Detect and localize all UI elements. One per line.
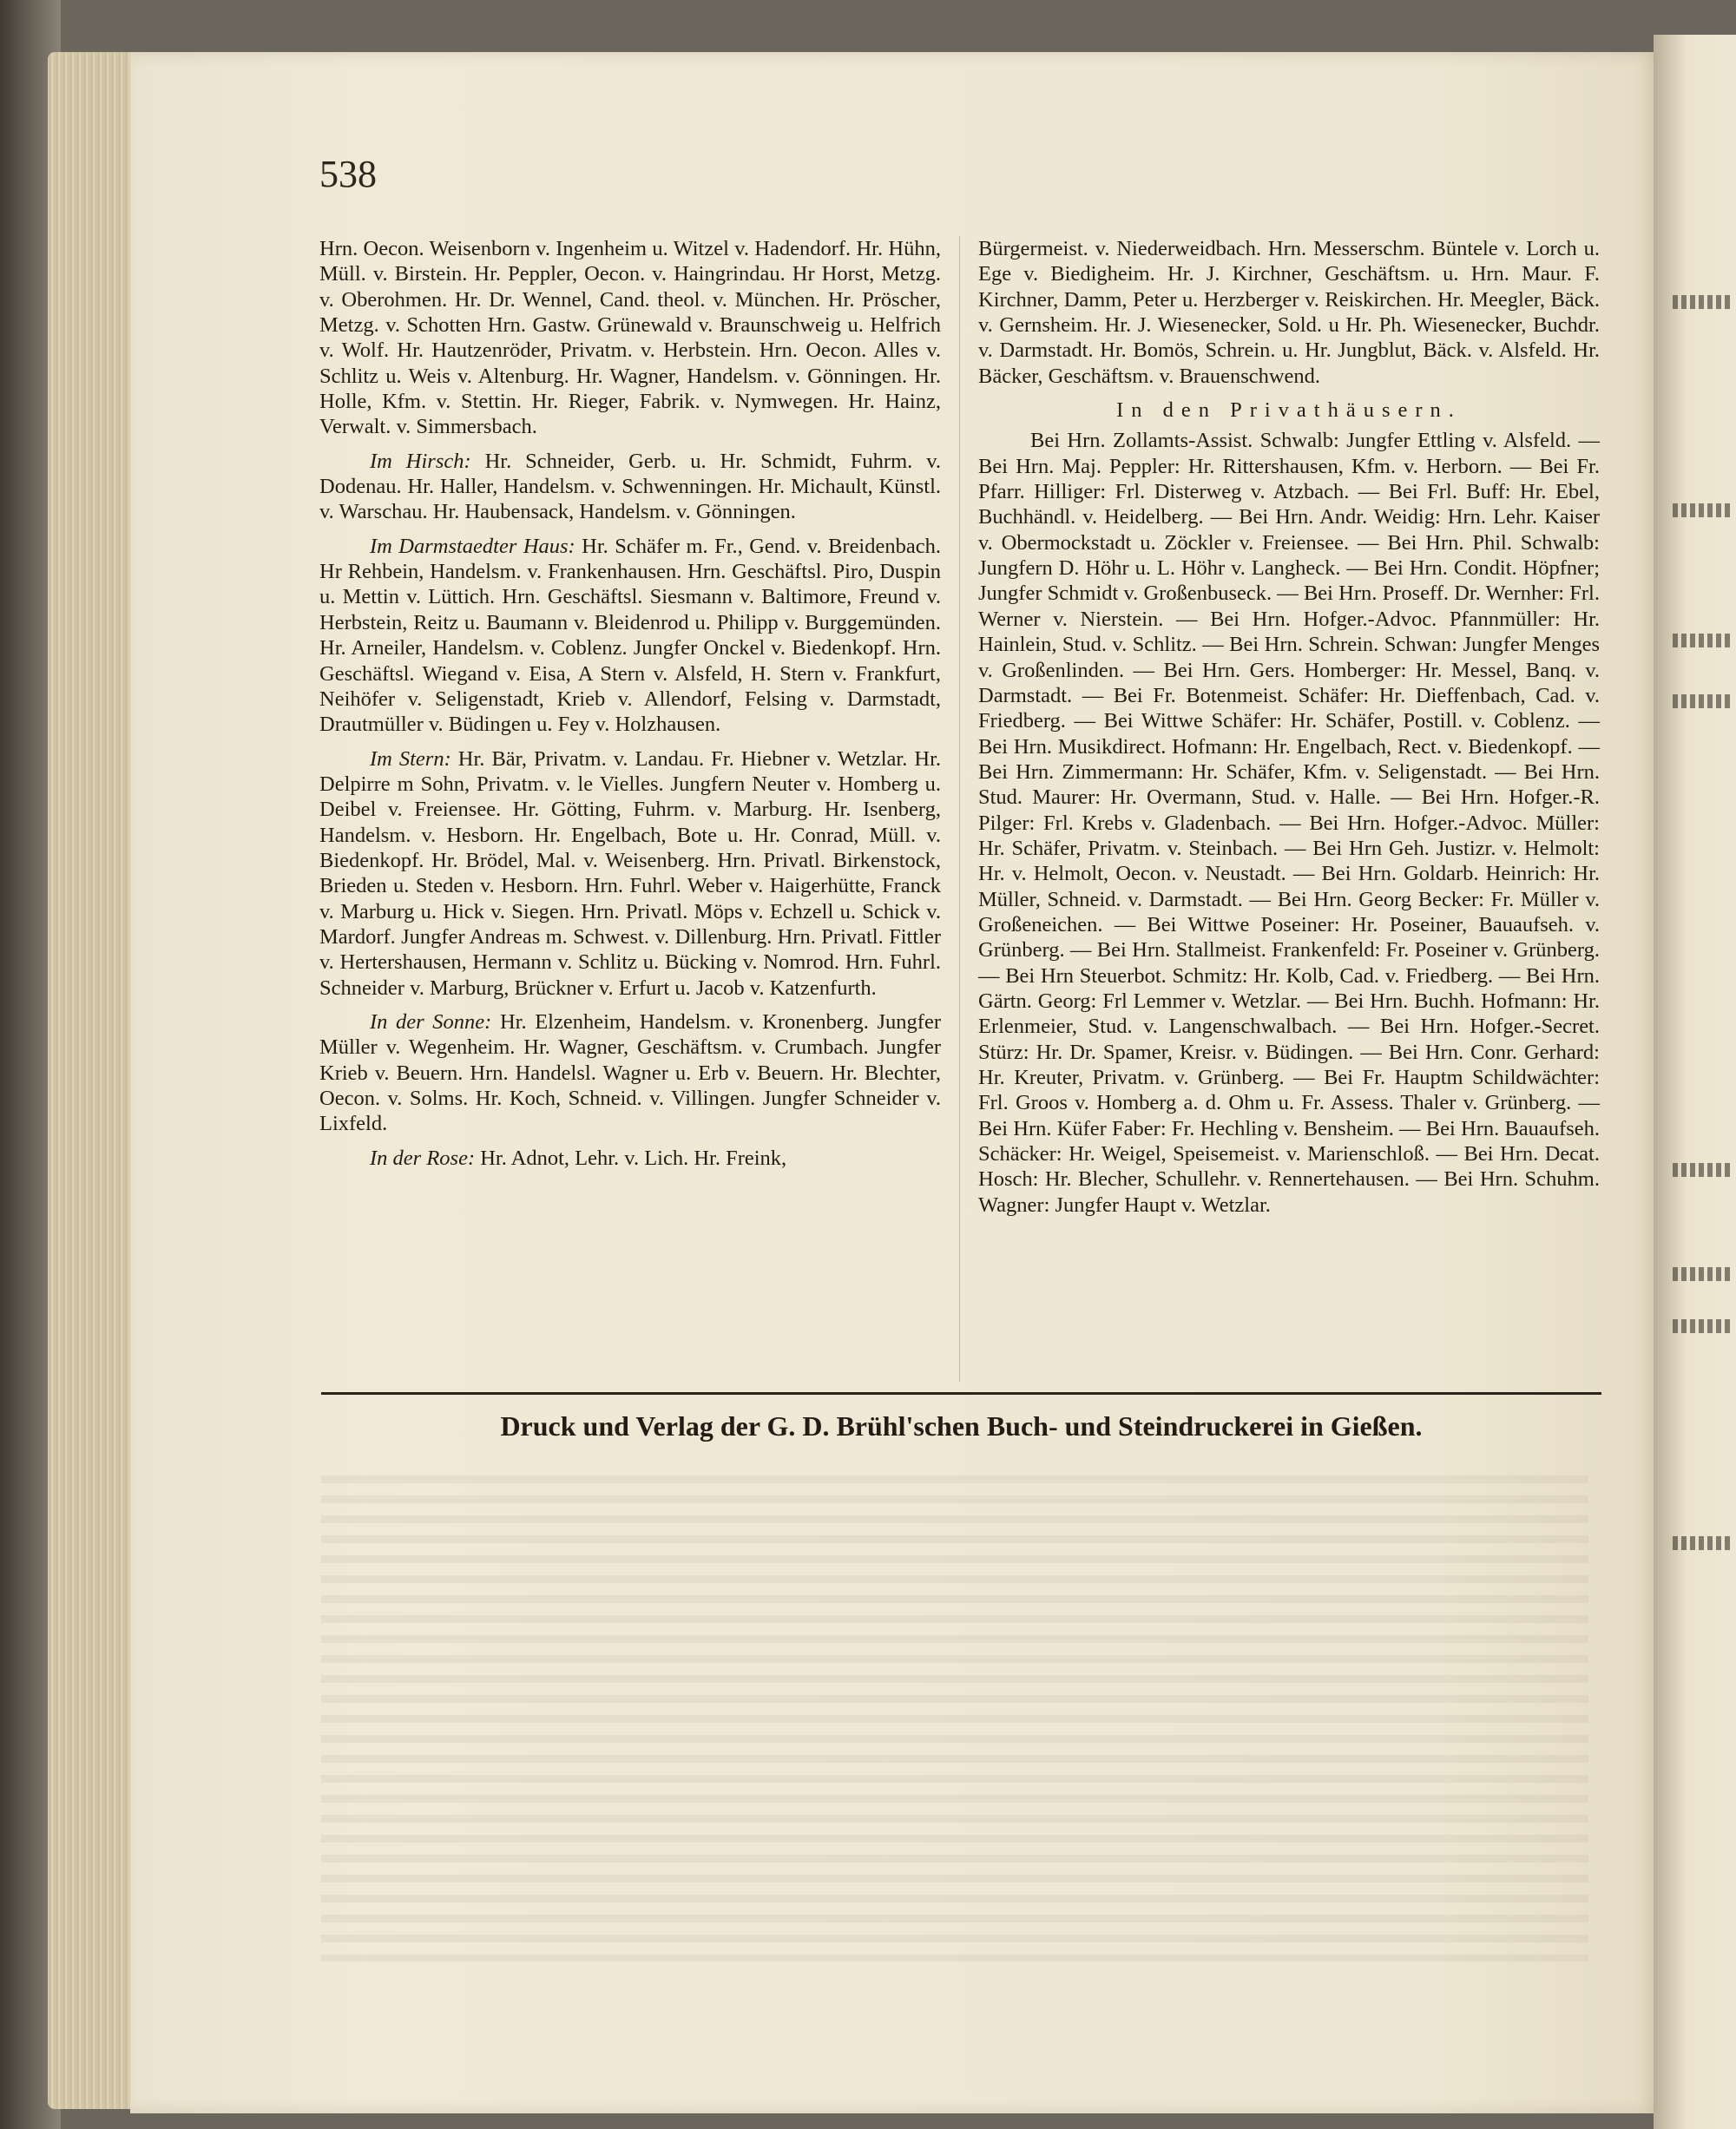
facing-page-fragment	[1673, 694, 1733, 708]
list-item	[319, 449, 941, 525]
section-lead: Im Stern:	[370, 746, 451, 771]
right-column	[978, 236, 1600, 1226]
column-divider	[959, 236, 960, 1382]
page-number: 538	[319, 153, 377, 195]
entry-text: Hr. Schäfer m. Fr., Gend. v. Breidenbach. Hr Rehbein, Handelsm. v. Frankenhausen. Hrn. Geschäftsl. Piro, Duspin u. Mettin v. Lüttich. Hrn. Geschäftsl. Siesmann v. Baltimore, Freund v. Herbstein, Reitz u. Baumann v. Bleidenrod u. Philipp v. Burggemünden. Hr. Arneiler, Handelsm. v. Coblenz. Jungfer Onckel v. Biedenkopf. Hrn. Geschäftsl. Wiegand v. Eisa, A Stern v. Alsfeld, H. Stern v. Frankfurt, Neihöfer v. Seligenstadt, Krieb v. Allendorf, Felsing v. Darmstadt, Drautmüller v. Büdingen u. Fey v. Holzhausen.	[319, 534, 941, 737]
left-column	[319, 236, 941, 1179]
entry-text: Hrn. Oecon. Weisenborn v. Ingenheim u. Witzel v. Hadendorf. Hr. Hühn, Müll. v. Birstein. Hr. Peppler, Oecon. v. Haingrindau. Hr Horst, Metzg. v. Oberohmen. Hr. Dr. Wennel, Cand. theol. v. München. Hr. Pröscher, Metzg. v. Schotten Hrn. Gastw. Grünewald v. Braunschweig u. Helfrich v. Wolf. Hr. Hautzenröder, Privatm. v. Herbstein. Hrn. Oecon. Alles v. Schlitz u. Weis v. Altenburg. Hr. Wagner, Handelsm. v. Gönningen. Hr. Holle, Kfm. v. Stettin. Hr. Rieger, Fabrik. v. Nymwegen. Hr. Hainz, Verwalt. v. Simmersbach.	[319, 237, 941, 439]
entry-text: Hr. Bär, Privatm. v. Landau. Fr. Hiebner v. Wetzlar. Hr. Delpirre m Sohn, Privatm. v. le Vielles. Jungfern Neuter v. Homberg u. Deibel v. Freiensee. Hr. Götting, Fuhrm. v. Marburg. Hr. Isenberg, Handelsm. v. Hesborn. Hr. Engelbach, Bote u. Hr. Conrad, Müll. v. Biedenkopf. Hr. Brödel, Mal. v. Weisenberg. Hrn. Privatl. Birkenstock, Brieden u. Steden v. Hesborn. Hrn. Fuhrl. Weber v. Haigerhütte, Franck v. Marburg u. Hick v. Siegen. Hrn. Privatl. Möps v. Echzell u. Schick v. Mardorf. Jungfer Andreas m. Schwest. v. Dillenburg. Hrn. Privatl. Fittler v. Hertershausen, Hermann v. Schlitz u. Bücking v. Nomrod. Hrn. Fuhrl. Schneider v. Marburg, Brückner v. Erfurt u. Jacob v. Katzenfurth.	[319, 746, 942, 1000]
section-lead: Im Darmstaedter Haus:	[370, 534, 575, 558]
facing-page-fragment	[1673, 295, 1733, 309]
section-heading: In den Privathäusern.	[1116, 398, 1462, 423]
facing-page-fragment	[1673, 503, 1733, 517]
list-item	[319, 1146, 941, 1171]
list-item	[319, 236, 941, 440]
list-item	[319, 1009, 941, 1137]
list-item: Bürgermeist. v. Niederweidbach. Hrn. Messerschm. Büntele v. Lorch u. Ege v. Biedigheim. Hr. J. Kirchner, Geschäftsm. u. Hrn. Maur. F. Kirchner, Damm, Peter u. Herzberger v. Reiskirchen. Hr. Meegler, Bäck. v. Gernsheim. Hr. J. Wiesenecker, Sold. u Hr. Ph. Wiesenecker, Buchdr. v. Darmstadt. Hr. Bomös, Schrein. u. Hr. Jungblut, Bäck. v. Alsfeld. Hr. Bäcker, Geschäftsm. v. Brauenschwend.	[978, 237, 1600, 388]
section-lead: In der Rose:	[370, 1146, 476, 1170]
list-item	[319, 746, 941, 1001]
facing-page-fragment	[1673, 1163, 1733, 1177]
section-lead: In der Sonne:	[370, 1009, 492, 1034]
section-lead: Im Hirsch:	[370, 449, 471, 473]
bleed-through-text	[321, 1475, 1588, 1961]
printer-imprint: Druck und Verlag der G. D. Brühl'schen Buch- und Steindruckerei in Gießen.	[500, 1410, 1423, 1442]
entry-text: Hr. Adnot, Lehr. v. Lich. Hr. Freink,	[480, 1146, 787, 1170]
list-item: Bei Hrn. Zollamts-Assist. Schwalb: Jungfer Ettling v. Alsfeld. — Bei Hrn. Maj. Peppler: Hr. Rittershausen, Kfm. v. Herborn. — Bei Fr. Pfarr. Hilliger: Frl. Disterweg v. Atzbach. — Bei Frl. Buff: Hr. Ebel, Buchhändl. v. Heidelberg. — Bei Hrn. Andr. Weidig: Hrn. Lehr. Kaiser v. Obermockstadt u. Zöckler v. Freiensee. — Bei Hrn. Phil. Schwalb: Jungfern D. Höhr u. L. Höhr v. Langheck. — Bei Hrn. Condit. Höpfner; Jungfer Schmidt v. Großenbuseck. — Bei Hrn. Proseff. Dr. Wernher: Frl. Werner v. Nierstein. — Bei Hrn. Hofger.-Advoc. Pfannmüller: Hr. Hainlein, Stud. v. Schlitz. — Bei Hrn. Schrein. Schwan: Jungfer Menges v. Großenlinden. — Bei Hrn. Gers. Homberger: Hr. Messel, Banq. v. Darmstadt. — Bei Fr. Botenmeist. Schäfer: Hr. Dieffenbach, Cad. v. Friedberg. — Bei Wittwe Schäfer: Hr. Schäfer, Postill. v. Coblenz. — Bei Hrn. Musikdirect. Hofmann: Hr. Engelbach, Rect. v. Biedenkopf. — Bei Hrn. Zimmermann: Hr. Schäfer, Kfm. v. Seligenstadt. — Bei Hrn. Stud. Maurer: Hr. Overmann, Stud. v. Halle. — Bei Hrn. Hofger.-R. Pilger: Frl. Krebs v. Gladenbach. — Bei Hrn. Hofger.-Advoc. Müller: Hr. Schäfer, Privatm. v. Steinbach. — Bei Hrn Geh. Justizr. v. Helmolt: Hr. v. Helmolt, Oecon. v. Neustadt. — Bei Hrn. Goldarb. Heinrich: Hr. Müller, Schneid. v. Darmstadt. — Bei Hrn. Georg Becker: Fr. Müller v. Großeneichen. — Bei Wittwe Poseiner: Hr. Poseiner, Bauaufseh. v. Grünberg. — Bei Hrn. Stallmeist. Frankenfeld: Fr. Poseiner v. Grünberg. — Bei Hrn Steuerbot. Schmitz: Hr. Kolb, Cad. v. Friedberg. — Bei Hrn. Gärtn. Georg: Frl Lemmer v. Wetzlar. — Bei Hrn. Buchh. Hofmann: Hr. Erlenmeier, Stud. v. Langenschwalbach. — Bei Hrn. Hofger.-Secret. Stürz: Hr. Dr. Spamer, Kreisr. v. Büdingen. — Bei Hrn. Conr. Gerhard: Hr. Kreuter, Privatm. v. Grünberg. — Bei Fr. Hauptm Schildwächter: Frl. Groos v. Homberg a. d. Ohm u. Fr. Assess. Thaler v. Grünberg. — Bei Hrn. Küfer Faber: Fr. Hechling v. Bensheim. — Bei Hrn. Bauaufseh. Schäcker: Hr. Weigel, Speisemeist. v. Marienschloß. — Bei Hrn. Decat. Hosch: Hr. Blecher, Schullehr. v. Rennertehausen. — Bei Hrn. Schuhm. Wagner: Jungfer Haupt v. Wetzlar.	[978, 429, 1600, 1217]
entry-text: Hr. Schneider, Gerb. u. Hr. Schmidt, Fuhrm. v. Dodenau. Hr. Haller, Handelsm. v. Schwenningen. Hr. Michault, Künstl. v. Warschau. Hr. Haubensack, Handelsm. v. Gönningen.	[319, 449, 941, 524]
facing-page-fragment	[1673, 1319, 1733, 1333]
facing-page-fragment	[1673, 634, 1733, 647]
facing-page-fragment	[1673, 1267, 1733, 1281]
entry-text: Hr. Elzenheim, Handelsm. v. Kronenberg. Jungfer Müller v. Wegenheim. Hr. Wagner, Geschäftsm. v. Crumbach. Jungfer Krieb v. Beuern. Hrn. Handelsl. Wagner u. Erb v. Beuern. Hr. Blechter, Oecon. v. Solms. Hr. Koch, Schneid. v. Villingen. Jungfer Schneider v. Lixfeld.	[319, 1009, 941, 1136]
list-item	[319, 534, 941, 738]
footer-rule	[321, 1392, 1601, 1395]
facing-page-edge	[1654, 35, 1736, 2129]
facing-page-fragment	[1673, 1536, 1733, 1550]
